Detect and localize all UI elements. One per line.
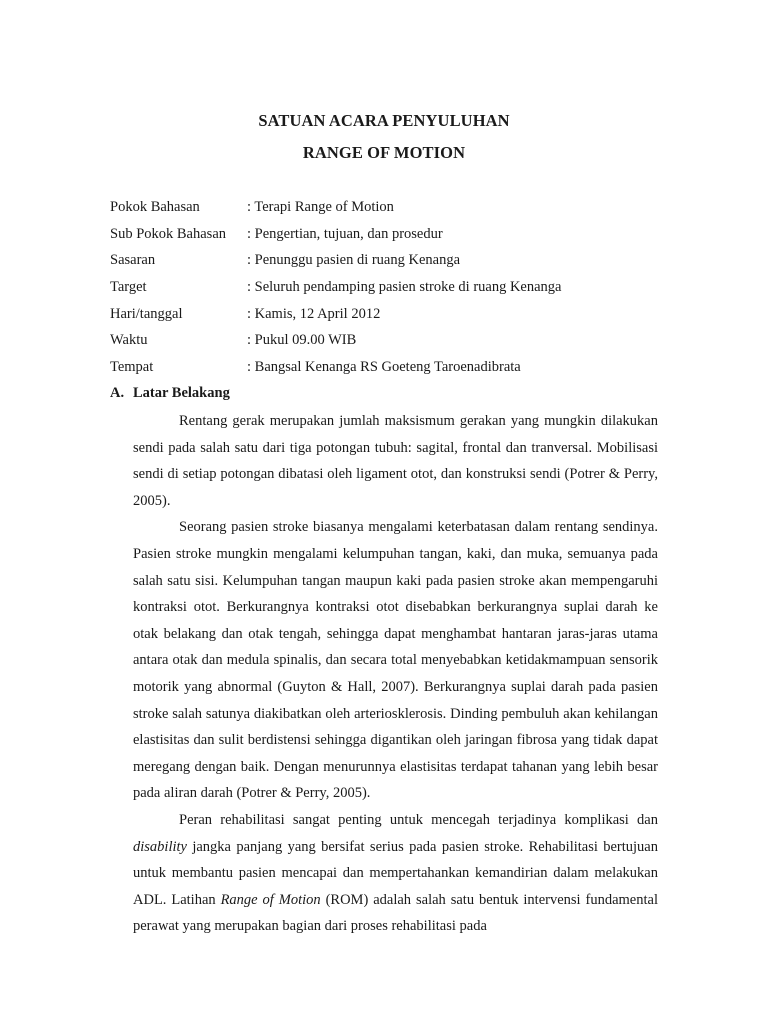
paragraph: Rentang gerak merupakan jumlah maksismum gerakan yang mungkin dilakukan sendi pada salah satu dari tiga potongan tubuh: sagital, frontal dan tranversal. Mobilisasi sendi di setiap potongan dibatasi oleh ligament otot, dan konstruksi sendi (Potrer & Perry, 2005). <box>133 413 658 509</box>
info-value: : Penunggu pasien di ruang Kenanga <box>247 252 461 269</box>
document-subtitle: RANGE OF MOTION <box>302 143 466 162</box>
info-value: : Bangsal Kenanga RS Goeteng Taroenadibrata <box>247 359 521 376</box>
info-label: Target <box>110 279 147 296</box>
info-label: Pokok Bahasan <box>110 199 200 215</box>
italic-term: disability <box>133 838 187 855</box>
info-value: : Seluruh pendamping pasien stroke di ruang Kenanga <box>247 279 562 296</box>
section-title: Latar Belakang <box>133 385 230 401</box>
info-label: Sub Pokok Bahasan <box>110 225 226 242</box>
info-value: : Kamis, 12 April 2012 <box>247 305 381 322</box>
info-value: : Pengertian, tujuan, dan prosedur <box>247 225 443 242</box>
section-number: A. <box>110 385 125 401</box>
info-value: : Terapi Range of Motion <box>247 199 394 215</box>
paragraph: Seorang pasien stroke biasanya mengalami keterbatasan dalam rentang sendinya. Pasien stroke mungkin mengalami kelumpuhan tangan, kaki, dan muka, semuanya pada salah satu sisi. Kelumpuhan tangan maupun kaki pada pasien stroke akan mempengaruhi kontraksi otot. Berkurangnya kontraksi otot disebabkan berkurangnya suplai darah ke otak belakang dan otak tengah, sehingga dapat menghambat hantaran jaras-jaras utama antara otak dan medula spinalis, dan secara total menyebabkan ketidakmampuan sensorik motorik yang abnormal (Guyton & Hall, 2007). Berkurangnya suplai darah pada pasien stroke salah satunya diakibatkan oleh arteriosklerosis. Dinding pembuluh akan kehilangan elastisitas dan sulit berdistensi sehingga digantikan oleh jaringan fibrosa yang tidak dapat meregang dengan baik. Dengan menurunnya elastisitas terdapat tahanan yang lebih besar pada aliran darah (Potrer & Perry, 2005). <box>133 519 658 802</box>
info-label: Sasaran <box>110 252 156 269</box>
paragraph-text: (ROM) adalah salah satu bentuk intervensi fundamental perawat yang merupakan bagian dari proses rehabilitasi pada <box>133 891 658 935</box>
info-label: Tempat <box>110 359 154 376</box>
paragraph-text: Peran rehabilitasi sangat penting untuk mencegah terjadinya komplikasi dan <box>179 811 658 828</box>
info-label: Waktu <box>110 332 148 349</box>
paragraph-text: jangka panjang yang bersifat serius pada pasien stroke. Rehabilitasi bertujuan untuk membantu pasien mencapai dan mempertahankan kemandirian dalam melakukan ADL. Latihan <box>133 838 658 908</box>
info-value: : Pukul 09.00 WIB <box>247 332 357 349</box>
section-heading-latar-belakang <box>110 385 230 402</box>
info-label: Hari/tanggal <box>110 305 183 322</box>
italic-term: Range of Motion <box>220 891 321 908</box>
body-text <box>133 408 658 940</box>
document-title: SATUAN ACARA PENYULUHAN <box>258 111 510 130</box>
paragraph <box>133 807 658 940</box>
